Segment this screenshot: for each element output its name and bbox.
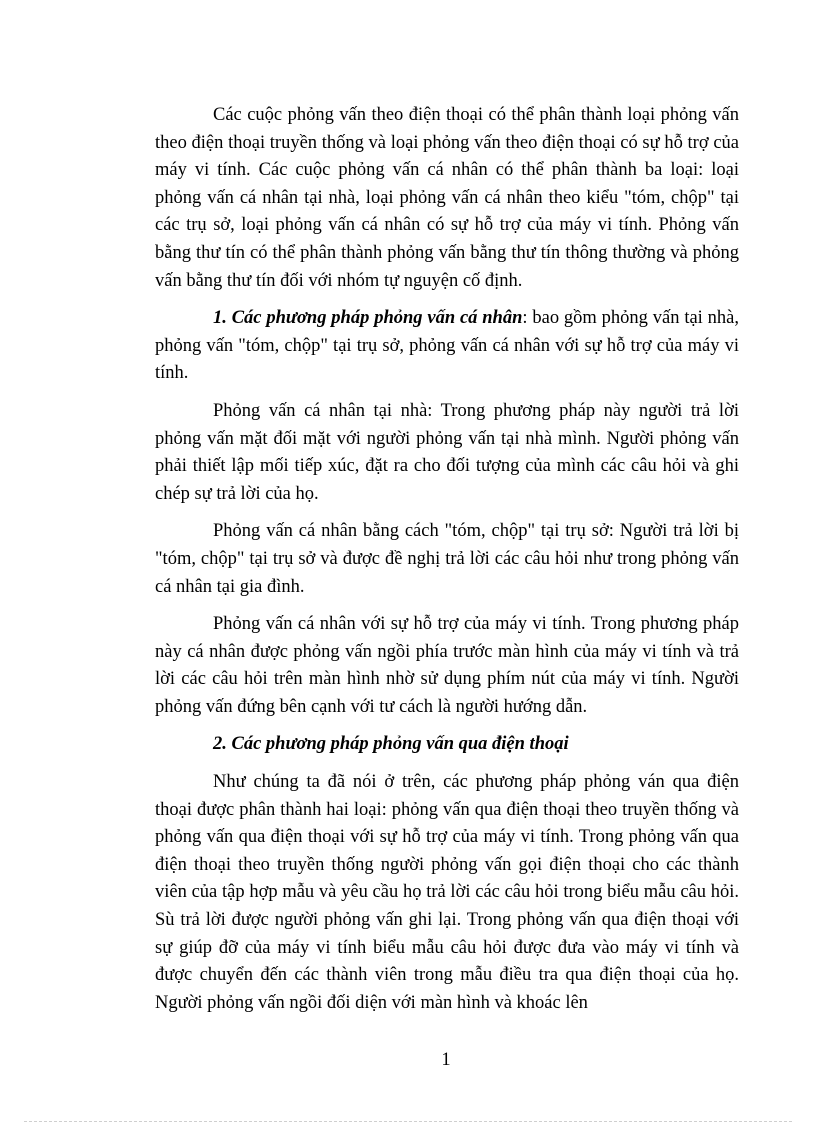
paragraph-intro: Các cuộc phỏng vấn theo điện thoại có thể phân thành loại phỏng vấn theo điện thoại truyền thống và loại phỏng vấn theo điện thoại có sự hỗ trợ của máy vi tính. Các cuộc phỏng vấn cá nhân có thể phân thành ba loại: loại phỏng vấn cá nhân tại nhà, loại phỏng vấn cá nhân theo kiểu "tóm, chộp" tại các trụ sở, loại phỏng vấn cá nhân có sự hỗ trợ của máy vi tính. Phỏng vấn bằng thư tín có thể phân thành phỏng vấn bằng thư tín thông thường và phỏng vấn bằng thư tín đối với nhóm tự nguyện cố định. bbox=[155, 105, 739, 291]
document-body bbox=[155, 102, 739, 1027]
paragraph-telephone-interview: Như chúng ta đã nói ở trên, các phương pháp phỏng ván qua điện thoại được phân thành hai loại: phỏng vấn qua điện thoại theo truyền thống và phỏng vấn qua điện thoại với sự hỗ trợ của máy vi tính. Trong phỏng vấn qua điện thoại theo truyền thống người phỏng vấn gọi điện thoại cho các thành viên của tập hợp mẫu và yêu cầu họ trả lời các câu hỏi trong biểu mẫu câu hỏi. Sù trả lời được người phỏng vấn ghi lại. Trong phỏng vấn qua điện thoại với sự giúp đỡ của máy vi tính biểu mẫu câu hỏi được đưa vào máy vi tính và được chuyển đến các thành viên trong mẫu điều tra qua điện thoại của họ. Người phỏng vấn ngồi đối diện với màn hình và khoác lên bbox=[155, 772, 739, 1013]
section-1-heading: 1. Các phương pháp phỏng vấn cá nhân bbox=[213, 308, 523, 329]
section-2-heading: 2. Các phương pháp phỏng vấn qua điện thoại bbox=[213, 734, 569, 755]
section-1-text: : bao gồm phỏng vấn tại nhà, phỏng vấn "tóm, chộp" tại trụ sở, phỏng vấn cá nhân với sự hỗ trợ của máy vi tính. bbox=[155, 308, 739, 384]
section-1-paragraph bbox=[155, 305, 739, 388]
page-divider bbox=[24, 1121, 792, 1122]
paragraph-intercept-interview: Phỏng vấn cá nhân bằng cách "tóm, chộp" tại trụ sở: Người trả lời bị "tóm, chộp" tại trụ sở và được đề nghị trả lời các câu hỏi như trong phỏng vấn cá nhân tại gia đình. bbox=[155, 521, 739, 597]
paragraph-computer-assisted: Phỏng vấn cá nhân với sự hỗ trợ của máy vi tính. Trong phương pháp này cá nhân được phỏng vấn ngồi phía trước màn hình của máy vi tính và trả lời các câu hỏi trên màn hình nhờ sử dụng phím nút của máy vi tính. Người phỏng vấn đứng bên cạnh với tư cách là người hướng dẫn. bbox=[155, 614, 739, 717]
paragraph-home-interview: Phỏng vấn cá nhân tại nhà: Trong phương pháp này người trả lời phỏng vấn mặt đối mặt với người phỏng vấn tại nhà mình. Người phỏng vấn phải thiết lập mối tiếp xúc, đặt ra cho đối tượng của mình các câu hỏi và ghi chép sự trả lời của họ. bbox=[155, 400, 739, 504]
page-number: 1 bbox=[441, 1050, 451, 1070]
